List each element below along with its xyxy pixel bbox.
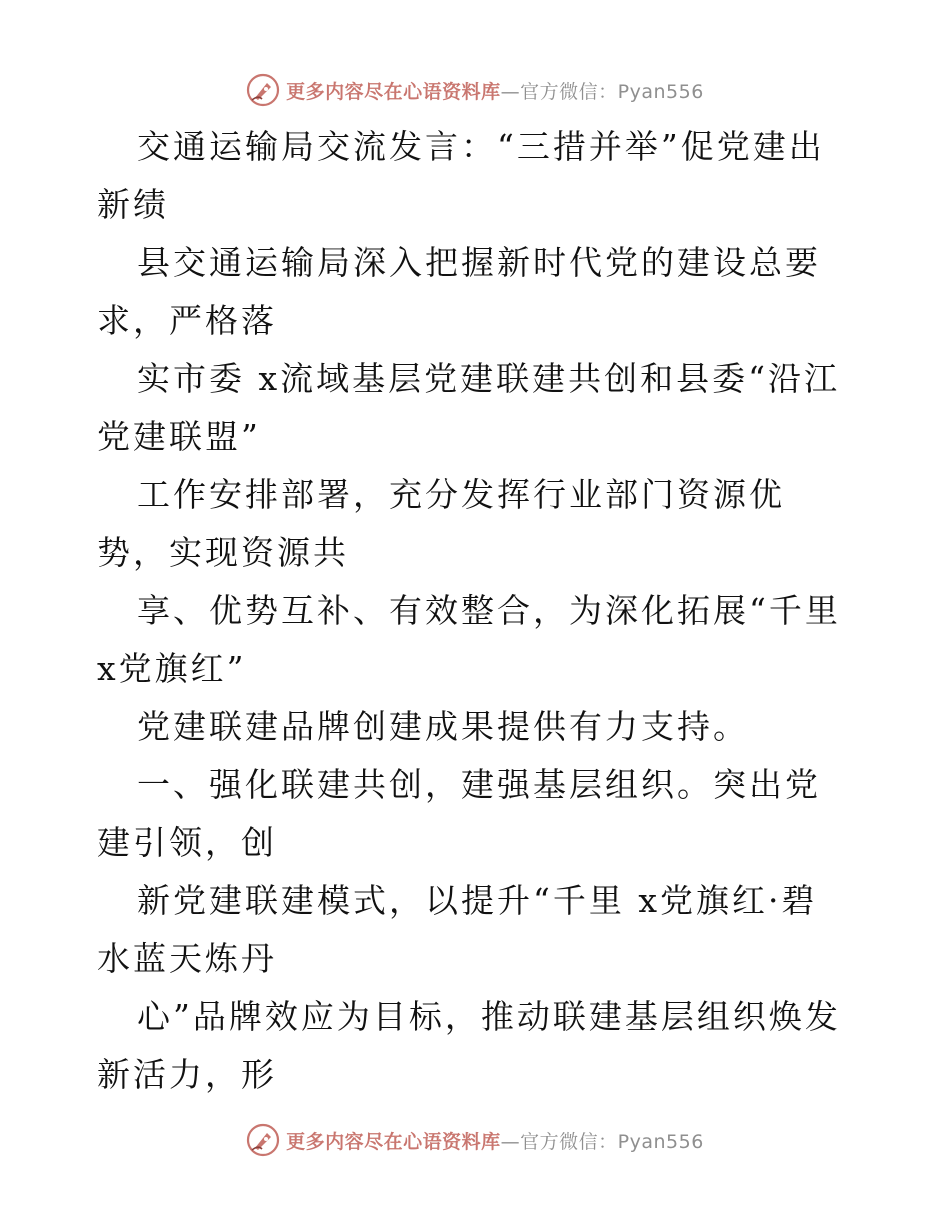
footer-watermark <box>0 1120 950 1160</box>
watermark-contact: —官方微信：Pyan556 <box>500 1130 704 1153</box>
doc-paragraph: 党建联建品牌创建成果提供有力支持。 <box>137 707 749 746</box>
doc-paragraph: 工作安排部署，充分发挥行业部门资源优势，实现资源共 <box>97 475 785 572</box>
doc-paragraph: 享、优势互补、有效整合，为深化拓展“千里 x党旗红” <box>97 591 841 688</box>
doc-paragraph: 一、强化联建共创，建强基层组织。突出党建引领，创 <box>97 765 821 862</box>
doc-paragraph: 心”品牌效应为目标，推动联建基层组织焕发新活力，形 <box>97 997 841 1094</box>
pen-nib-logo-icon <box>246 1123 280 1157</box>
doc-paragraph: 新党建联建模式，以提升“千里 x党旗红·碧水蓝天炼丹 <box>97 881 818 978</box>
watermark-brand: 更多内容尽在心语资料库 <box>286 1130 501 1153</box>
watermark-text <box>286 1127 704 1154</box>
watermark-text <box>286 77 704 104</box>
watermark-contact: —官方微信：Pyan556 <box>500 80 704 103</box>
doc-paragraph: 实市委 x流域基层党建联建共创和县委“沿江党建联盟” <box>97 359 840 456</box>
header-watermark <box>0 70 950 110</box>
doc-title: 交通运输局交流发言：“三措并举”促党建出新绩 <box>97 127 825 224</box>
document-body <box>97 118 853 1104</box>
watermark-brand: 更多内容尽在心语资料库 <box>286 80 501 103</box>
doc-paragraph: 县交通运输局深入把握新时代党的建设总要求，严格落 <box>97 243 821 340</box>
pen-nib-logo-icon <box>246 73 280 107</box>
